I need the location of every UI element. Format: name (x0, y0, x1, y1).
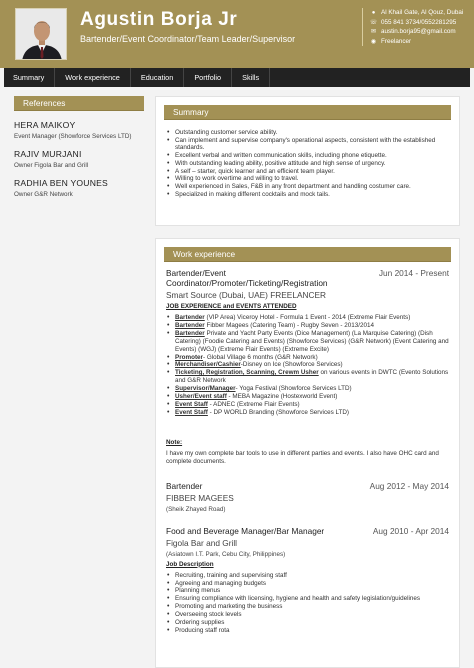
reference-role: Owner Figola Bar and Grill (14, 162, 89, 169)
reference-item (14, 178, 144, 198)
reference-item (14, 149, 144, 169)
event-item: • Event Staff - DP WORLD Branding (Showforce Services LTD) (166, 409, 449, 417)
job-entry (166, 526, 449, 635)
job-title: Bartender (166, 480, 203, 491)
job-date: Aug 2010 - Apr 2014 (372, 525, 449, 536)
resume-header (0, 0, 474, 68)
email-text[interactable]: austin.borja95@gmail.com (381, 28, 456, 36)
duty-item: • Ordering supplies (166, 619, 449, 627)
summary-item: • Excellent verbal and written communication skills, including phone etiquette. (166, 152, 449, 160)
nav-portfolio[interactable]: Portfolio (184, 68, 232, 87)
section-nav (4, 68, 470, 87)
duty-item: • Planning menus (166, 587, 449, 595)
contact-web (369, 37, 463, 47)
nav-skills[interactable]: Skills (232, 68, 270, 87)
work-experience-section (155, 238, 460, 668)
job-subheading: JOB EXPERIENCE and EVENTS ATTENDED (166, 303, 297, 310)
summary-item: • Can implement and supervise company's operational aspects, consistent with the established standards. (166, 137, 449, 152)
job-entry (166, 481, 449, 513)
address-text: Al Khail Gate, Al Qouz, Dubai (381, 9, 464, 17)
duty-item: • Promoting and marketing the business (166, 603, 449, 611)
duties-list (166, 572, 449, 635)
summary-list (166, 129, 449, 198)
contact-phone (369, 18, 463, 28)
event-item: • Ticketing, Registration, Scanning, Crewm Usher on various events in DWTC (Evento Solutions and G&R Network (166, 369, 449, 385)
email-icon: ✉ (370, 29, 377, 36)
nav-work-experience[interactable]: Work experience (55, 68, 131, 87)
note-label: Note: (166, 438, 183, 446)
summary-item: • Well experienced in Sales, F&B in any front department and handling costumer care. (166, 183, 449, 191)
event-item: • Usher/Event staff - MEBA Magazine (Hostexworld Event) (166, 393, 449, 401)
contact-list (362, 8, 463, 46)
event-item: • Supervisor/Manager- Yoga Festival (Showforce Services LTD) (166, 385, 449, 393)
summary-item: • Outstanding customer service ability. (166, 129, 449, 137)
event-item: • Bartender Fibber Magees (Catering Team) - Rugby Seven - 2013/2014 (166, 322, 449, 330)
event-item: • Event Staff - ADNEC (Extreme Flair Events) (166, 401, 449, 409)
reference-name: RAJIV MURJANI (14, 149, 82, 159)
job-company: Smart Source (Dubai, UAE) FREELANCER (166, 290, 326, 300)
work-heading: Work experience (164, 247, 451, 262)
summary-item: • Specialized in making different cocktails and mock tails. (166, 191, 449, 199)
note-text: I have my own complete bar tools to use in different parties and events. I also have OHC card and complete documents. (166, 449, 439, 465)
contact-email[interactable] (369, 27, 463, 37)
event-item: • Bartender Private and Yacht Party Events (Dice Management) (La Marquise Catering) (Dish Catering) (Foodie Catering and Events) (Showforce Services) (G&R Network) (Event Catering and Events) (WGJ) (Extreme Flair Events) (Extreme Excite) (166, 330, 449, 354)
reference-name: HERA MAIKOY (14, 120, 76, 130)
duty-item: • Recruiting, training and supervising staff (166, 572, 449, 580)
reference-role: Event Manager (Showforce Services LTD) (14, 133, 132, 140)
references-column (14, 96, 144, 198)
duty-item: • Overseeing stock levels (166, 611, 449, 619)
contact-address (369, 8, 463, 18)
event-item: • Merchandiser/Cashier-Disney on Ice (Showforce Services) (166, 361, 449, 369)
event-item: • Bartender (VIP Area) Viceroy Hotel - Formula 1 Event - 2014 (Extreme Flair Events) (166, 314, 449, 322)
nav-summary[interactable]: Summary (4, 68, 55, 87)
references-heading: References (14, 96, 144, 111)
summary-item: • A self – starter, quick learner and an efficient team player. (166, 168, 449, 176)
job-date: Aug 2012 - May 2014 (369, 480, 449, 491)
phone-icon: ☏ (369, 19, 378, 26)
web-text: Freelancer (381, 37, 412, 45)
candidate-headline: Bartender/Event Coordinator/Team Leader/Supervisor (80, 34, 296, 44)
reference-item (14, 120, 144, 140)
summary-item: • With outstanding leading ability, positive attitude and high sense of urgency. (166, 160, 449, 168)
location-icon: ● (371, 9, 376, 16)
job-description-heading: Job Description (166, 560, 214, 568)
job-company: FIBBER MAGEES (166, 492, 234, 503)
reference-name: RADHIA BEN YOUNES (14, 178, 108, 188)
candidate-name: Agustin Borja Jr (80, 9, 238, 30)
duty-item: • Ensuring compliance with licensing, hygiene and health and safety legislation/guidelines (166, 595, 449, 603)
summary-item: • Willing to work overtime and willing to travel. (166, 175, 449, 183)
profile-photo (15, 8, 67, 60)
summary-section (155, 96, 460, 226)
phone-text: 055 841 3734/0552281295 (381, 18, 457, 26)
duty-item: • Producing staff rota (166, 627, 449, 635)
nav-education[interactable]: Education (131, 68, 184, 87)
event-item: • Promoter- Global Village 6 months (G&R Network) (166, 354, 449, 362)
reference-role: Owner G&R Network (14, 191, 73, 198)
events-list (166, 314, 449, 417)
duty-item: • Agreeing and managing budgets (166, 580, 449, 588)
job-location: (Sheik Zhayed Road) (166, 505, 226, 513)
job-location: (Asiatown I.T. Park, Cebu City, Philippines) (166, 550, 286, 558)
job-title: Food and Beverage Manager/Bar Manager (166, 525, 325, 536)
job-title: Bartender/Event Coordinator/Promoter/Ticketing/Registration (166, 268, 328, 288)
globe-icon: ◉ (370, 38, 377, 45)
job-date: Jun 2014 - Present (378, 268, 449, 278)
job-company: Figola Bar and Grill (166, 537, 238, 548)
summary-heading: Summary (164, 105, 451, 120)
job-entry (166, 268, 449, 466)
